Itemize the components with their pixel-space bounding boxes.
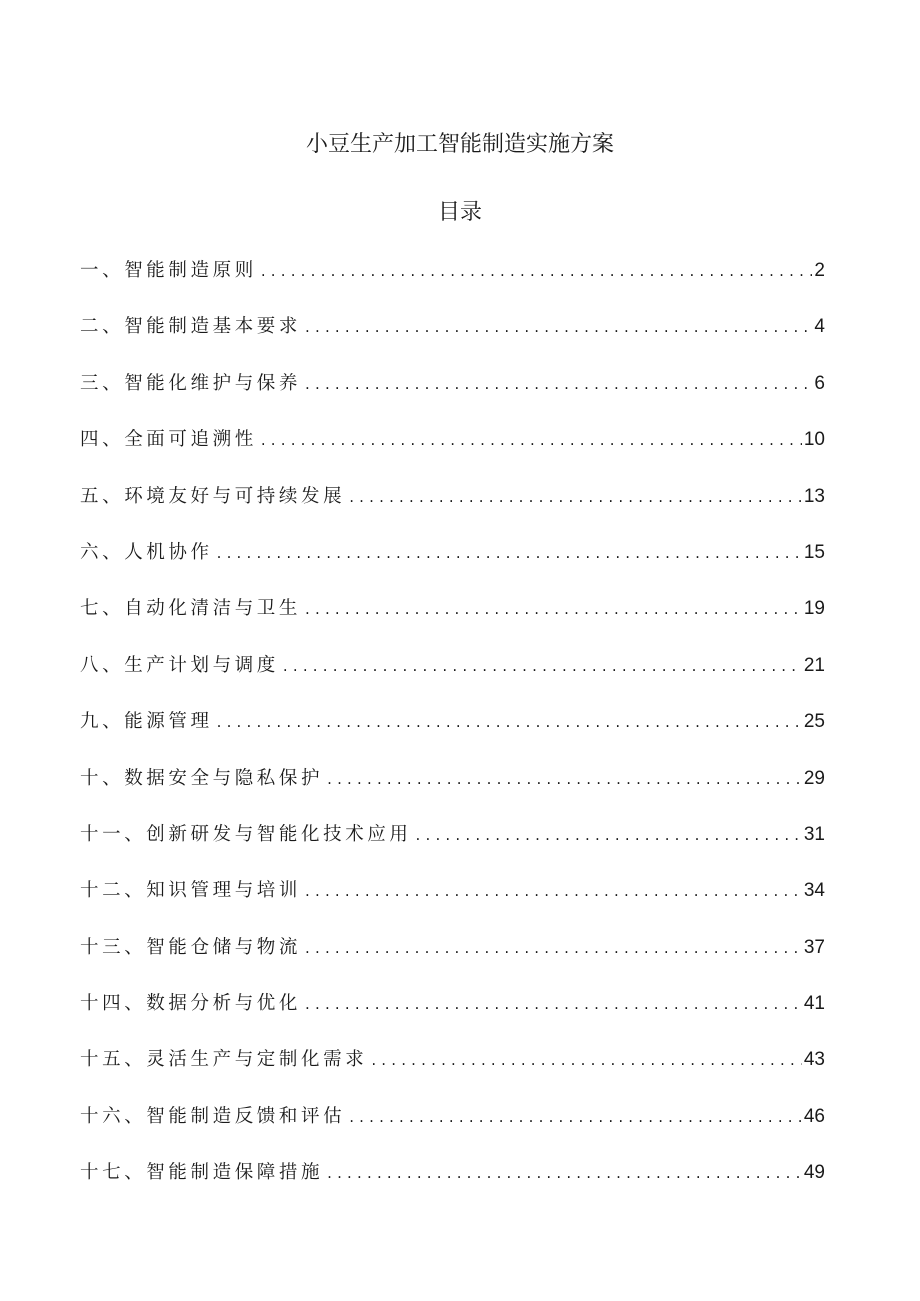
- toc-entry-label: 十二、知识管理与培训: [80, 880, 302, 902]
- toc-entry-page: 41: [803, 993, 825, 1015]
- toc-entry-label: 八、生产计划与调度: [80, 654, 279, 676]
- toc-entry-page: 49: [803, 1162, 825, 1184]
- toc-entry-label: 十四、数据分析与优化: [80, 993, 302, 1015]
- toc-entry-page: 21: [803, 654, 825, 676]
- toc-entry-label: 七、自动化清洁与卫生: [80, 598, 302, 620]
- dot-leader: [261, 253, 813, 289]
- toc-entry-page: 34: [803, 880, 825, 902]
- toc-entry[interactable]: [80, 1042, 825, 1098]
- toc-entry[interactable]: [80, 253, 825, 309]
- dot-leader: [305, 309, 812, 345]
- toc-entry-label: 十五、灵活生产与定制化需求: [80, 1049, 368, 1071]
- table-of-contents: [80, 253, 825, 1212]
- toc-entry-page: 6: [814, 372, 825, 394]
- toc-entry-page: 43: [803, 1049, 825, 1071]
- dot-leader: [371, 1042, 802, 1078]
- toc-entry-page: 25: [803, 711, 825, 733]
- toc-entry[interactable]: [80, 591, 825, 647]
- toc-entry[interactable]: [80, 930, 825, 986]
- toc-entry[interactable]: [80, 479, 825, 535]
- dot-leader: [327, 761, 802, 797]
- dot-leader: [217, 535, 802, 571]
- toc-entry[interactable]: [80, 704, 825, 760]
- toc-entry-label: 十、数据安全与隐私保护: [80, 767, 324, 789]
- dot-leader: [349, 1099, 802, 1135]
- dot-leader: [327, 1155, 802, 1191]
- toc-entry-page: 46: [803, 1105, 825, 1127]
- toc-entry-label: 十六、智能制造反馈和评估: [80, 1105, 346, 1127]
- toc-entry[interactable]: [80, 761, 825, 817]
- toc-entry[interactable]: [80, 817, 825, 873]
- toc-entry[interactable]: [80, 648, 825, 704]
- toc-entry-page: 2: [814, 260, 825, 281]
- toc-entry-page: 31: [803, 823, 825, 845]
- toc-entry-label: 九、能源管理: [80, 711, 213, 733]
- toc-entry-page: 15: [803, 541, 825, 563]
- toc-entry-page: 10: [803, 429, 825, 451]
- dot-leader: [283, 648, 802, 684]
- dot-leader: [305, 591, 802, 627]
- dot-leader: [416, 817, 802, 853]
- dot-leader: [305, 873, 802, 909]
- toc-heading: 目录: [437, 200, 482, 225]
- toc-entry-page: 29: [803, 767, 825, 789]
- toc-entry[interactable]: [80, 422, 825, 478]
- toc-entry-page: 4: [814, 316, 825, 338]
- document-title: 小豆生产加工智能制造实施方案: [305, 132, 614, 157]
- toc-entry-page: 19: [803, 598, 825, 620]
- toc-entry-label: 六、人机协作: [80, 541, 213, 563]
- dot-leader: [305, 930, 802, 966]
- toc-entry[interactable]: [80, 366, 825, 422]
- toc-entry-label: 十一、创新研发与智能化技术应用: [80, 823, 412, 845]
- toc-entry-page: 37: [803, 936, 825, 958]
- toc-entry[interactable]: [80, 535, 825, 591]
- toc-entry[interactable]: [80, 1155, 825, 1211]
- dot-leader: [349, 479, 802, 515]
- toc-entry[interactable]: [80, 986, 825, 1042]
- dot-leader: [305, 366, 812, 402]
- dot-leader: [305, 986, 802, 1022]
- toc-entry-label: 五、环境友好与可持续发展: [80, 485, 346, 507]
- toc-entry-label: 一、智能制造原则: [80, 260, 257, 281]
- dot-leader: [217, 704, 802, 740]
- dot-leader: [261, 422, 802, 458]
- toc-entry-label: 十七、智能制造保障措施: [80, 1162, 324, 1184]
- toc-entry-page: 13: [803, 485, 825, 507]
- toc-entry-label: 三、智能化维护与保养: [80, 372, 302, 394]
- toc-entry[interactable]: [80, 309, 825, 365]
- toc-entry-label: 十三、智能仓储与物流: [80, 936, 302, 958]
- toc-entry-label: 二、智能制造基本要求: [80, 316, 302, 338]
- toc-entry[interactable]: [80, 873, 825, 929]
- toc-entry[interactable]: [80, 1099, 825, 1155]
- toc-entry-label: 四、全面可追溯性: [80, 429, 257, 451]
